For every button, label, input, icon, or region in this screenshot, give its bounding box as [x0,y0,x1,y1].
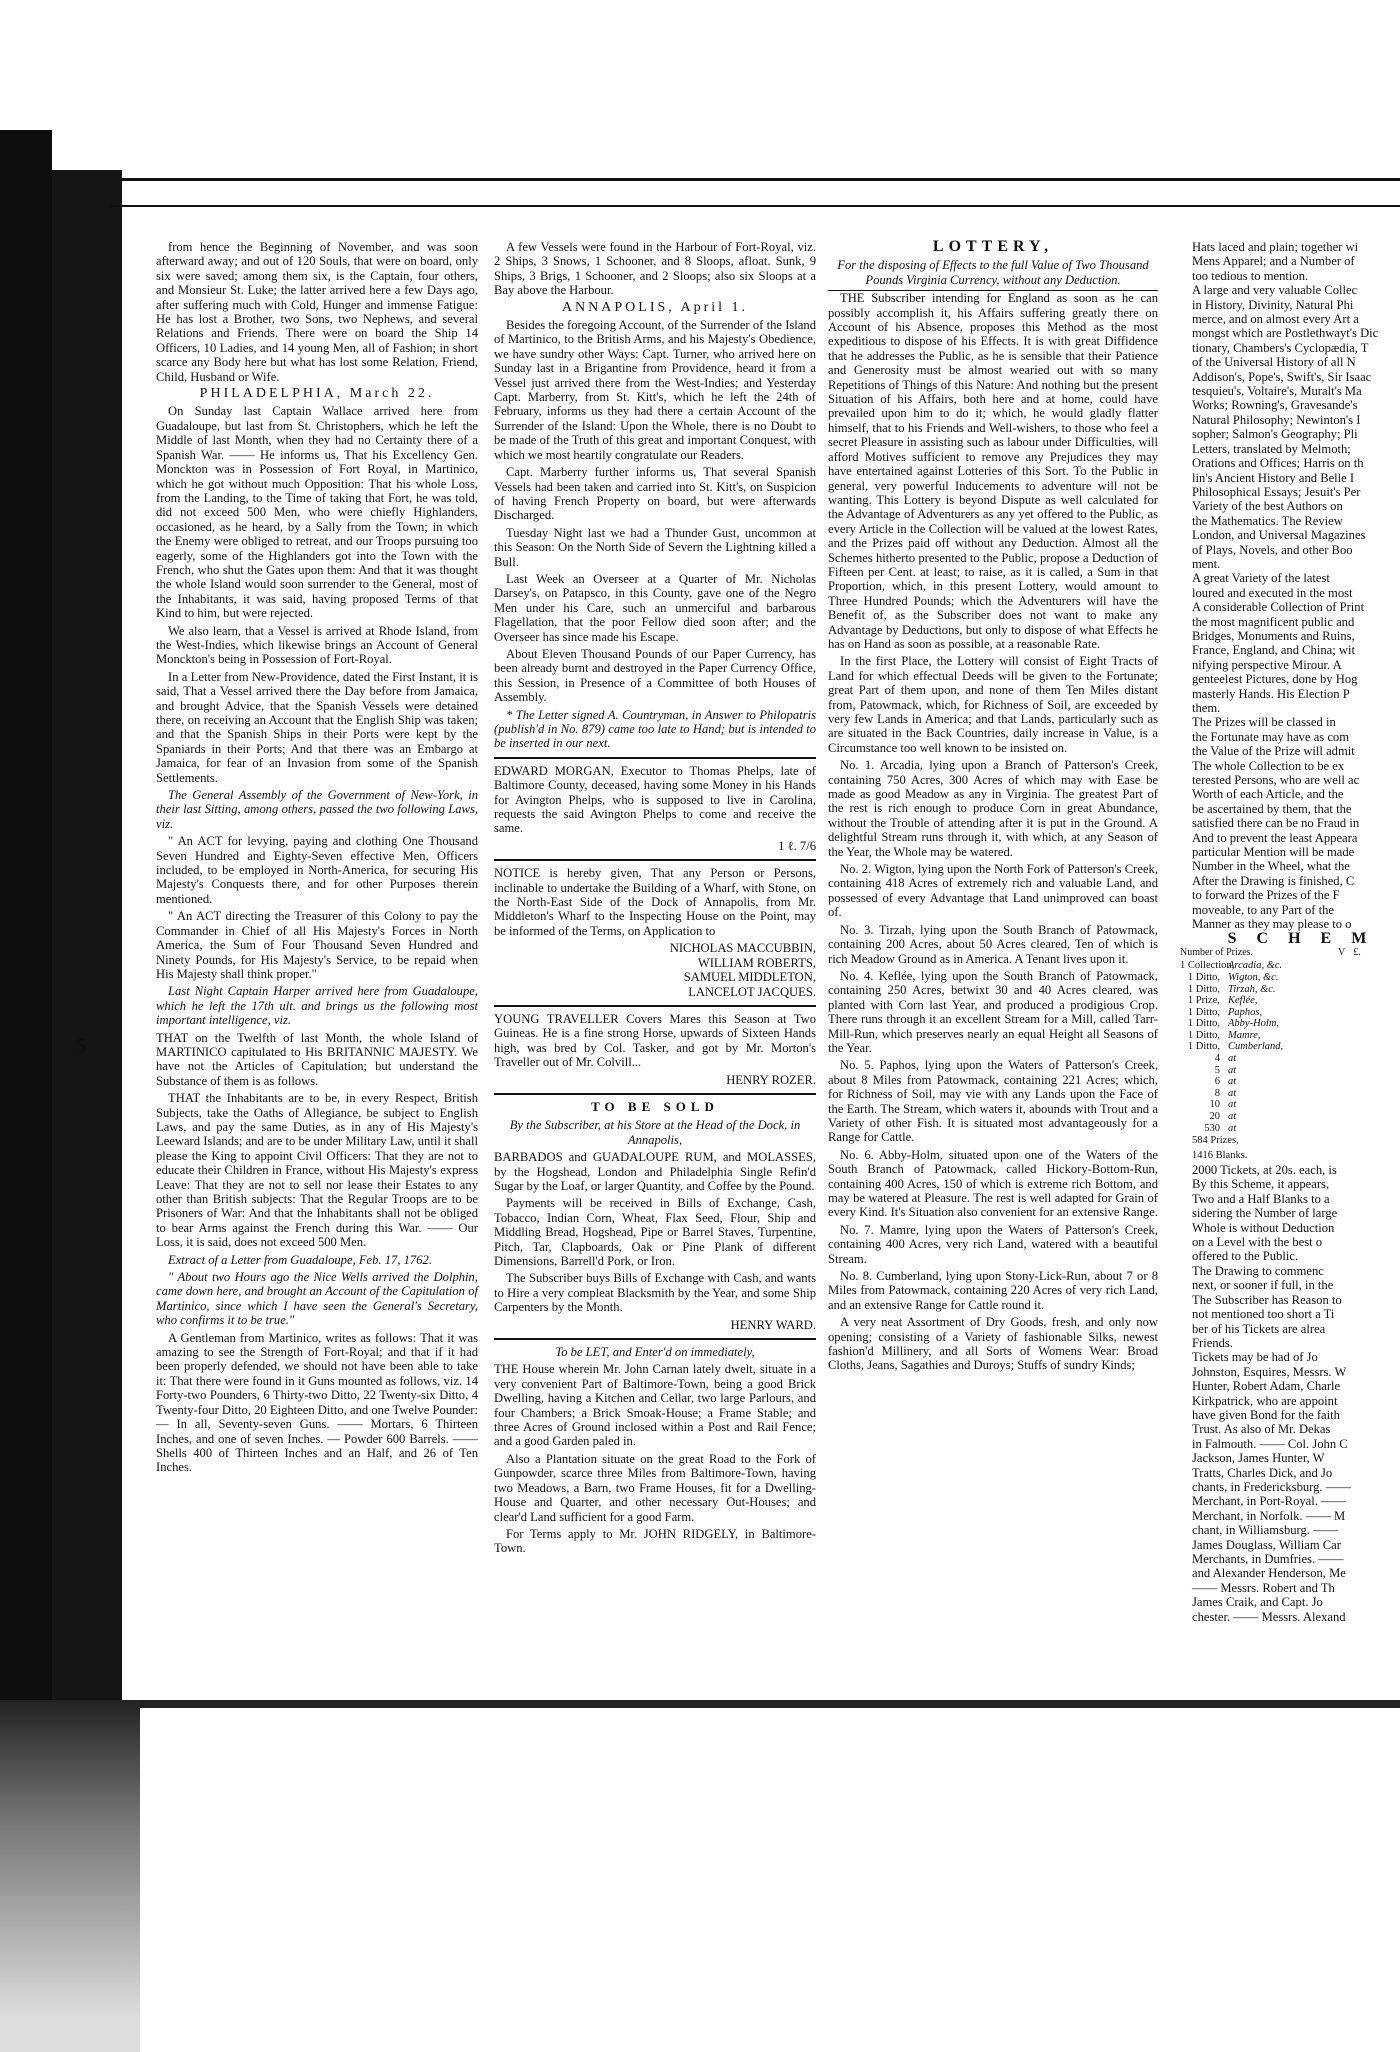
scheme-row [1180,984,1400,996]
signatory: HENRY WARD. [730,1317,816,1332]
ad-text: NOTICE is hereby given, That any Person or Persons, inclinable to undertake the Building of a Wharf, with Stone, on the North-East Side of the Dock of Annapolis, from Mr. Middleton's Wharf to the Inspecting House on the Point, may be informed of the Terms, on Application to [494,866,816,938]
col4-line: A considerable Collection of Print [1192,600,1365,615]
scheme-table [1180,960,1400,1134]
ad-text: EDWARD MORGAN, Executor to Thomas Phelps, late of Baltimore County, deceased, having some Money in his Hands for Avington Phelps, who is supposed to live in Carolina, requests the said Avington Phelps to come and receive the same. [494,763,816,836]
col4-line: Kirkpatrick, who are appoint [1192,1393,1338,1408]
col4-line: particular Mention will be made [1192,845,1355,860]
col4-line: the Fortunate may have as com [1192,729,1350,744]
col4-line: next, or sooner if full, in the [1192,1278,1334,1293]
signatory: WILLIAM ROBERTS, [697,955,816,970]
col4-line: James Douglass, William Car [1192,1537,1341,1552]
col4-line: Mens Apparel; and a Number of [1192,254,1355,269]
scheme-row [1180,1088,1400,1100]
col4-line: ment. [1192,556,1221,571]
scheme-count: 530 [1204,1122,1220,1134]
col4-line: Tickets may be had of Jo [1192,1350,1318,1365]
col4-line: By this Scheme, it appears, [1192,1177,1330,1192]
lottery-tract: No. 6. Abby-Holm, situated upon one of the Waters of the South Branch of Patowmack, called Hickory-Bottom-Run, containing 400 Acres, 150 of which is extreme rich Bottom, and may be watered at Pleasure. The rest is well adapted for Grain of every Kind. It's Situation also convenient for an extensive Range. [828,1147,1158,1220]
article-paragraph: The General Assembly of the Government of New-York, in their last Sitting, among others, passed the two following Laws, viz. [156,788,478,831]
col4-line: Merchant, in Port-Royal. —— [1192,1494,1347,1509]
scheme-row [1180,995,1400,1007]
column-1 [156,240,478,1478]
col4-line: and Alexander Henderson, Me [1192,1566,1346,1581]
ad-heading: TO BE SOLD [591,1098,719,1114]
col4-line: A large and very valuable Collec [1192,283,1358,298]
col4-line: Worth of each Article, and the [1192,787,1344,802]
scheme-count: 20 [1209,1111,1220,1123]
col4-line: 2000 Tickets, at 20s. each, is [1192,1163,1337,1178]
col4-line: Natural Philosophy; Newinton's I [1192,412,1361,427]
scheme-row [1180,1007,1400,1019]
col4-line: tesquieu's, Voltaire's, Muralt's Ma [1192,384,1362,399]
column-3 [828,240,1158,1376]
col4-line: not mentioned too short a Ti [1192,1307,1335,1322]
article-paragraph: Last Night Captain Harper arrived here from Guadaloupe, which he left the 17th ult. and brings us the following most important intelligence, viz. [156,984,478,1028]
scheme-col-header: V [1338,946,1346,958]
article-paragraph: " An ACT directing the Treasurer of this Colony to pay the Commander in Chief of all His Majesty's Forces in North America, the Sum of Four Thousand Seven Hundred and Ninety Pounds, for His Majesty's Service, to be repaid when His Majesty shall think proper." [156,909,478,981]
article-paragraph: In a Letter from New-Providence, dated the First Instant, it is said, That a Vessel arrived there the Day before from Jamaica, and brought Advice, that the Spanish Vessels were detained there, on receiving an Account that the English Ship was taken; and that the Spanish Ships in their Ports were kept by the Spaniards in their Ports; And that there was an Embargo at Jamaica, for fear of an Invasion from some of the Spanish Settlements. [156,669,478,785]
article-paragraph: " An ACT for levying, paying and clothing One Thousand Seven Hundred and Eighty-Seven effective Men, Officers included, to be employed in North-America, for securing His Majesty's Conquests there, and for other Purposes therein mentioned. [156,834,478,906]
col4-line: of the Universal History of all N [1192,355,1356,370]
advertisement-rum [494,1093,816,1332]
col4-line: Works; Rowning's, Gravesande's [1192,398,1358,413]
col4-line: The Subscriber has Reason to [1192,1292,1342,1307]
col4-continuation [1180,1163,1400,1624]
scheme-item: Wigton, &c. [1228,971,1279,983]
col4-line: Merchant, in Norfolk. —— M [1192,1508,1346,1523]
ad-text: Also a Plantation situate on the great Road to the Fork of Gunpowder, scarce three Miles from Baltimore-Town, having two Meadows, a Barn, two Frame Houses, fit for a Dwelling-House and Quarter, and other necessary Out-Houses; and clear'd Land sufficient for a good Farm. [494,1451,816,1524]
col4-line: too tedious to mention. [1192,268,1309,283]
col4-line: the Value of the Prize will admit [1192,744,1355,759]
editor-note: * The Letter signed A. Countryman, in Answer to Philopatris (publish'd in No. 879) came too late to Hand; but is intended to be inserted in our next. [494,707,816,751]
scheme-row [1180,1076,1400,1088]
scheme-row [1180,1030,1400,1042]
lottery-heading: LOTTERY, [932,238,1054,255]
col4-line: sidering the Number of large [1192,1206,1338,1221]
lottery-subheading: For the disposing of Effects to the full Value of Two Thousand Pounds Virginia Currency, without any Deduction. [837,258,1149,287]
col4-line: moveable, to any Part of the [1192,902,1334,917]
scheme-row [1180,1018,1400,1030]
dateline: PHILADELPHIA, March 22. [199,386,435,402]
lottery-paragraph: A very neat Assortment of Dry Goods, fresh, and only now opening; consisting of a Variety of fashionable Silks, newest fashion'd Millinery, and all Sorts of Womens Wear: Broad Cloths, Jeans, Sagathies and Duroys; Stuffs of sundry Kinds; [828,1315,1158,1373]
col4-line: loured and executed in the most [1192,585,1353,600]
col4-line: Jackson, James Hunter, W [1192,1451,1325,1466]
scheme-count: 1 Ditto, [1187,983,1220,995]
scheme-row [1180,1065,1400,1077]
scheme-count: 1 Ditto, [1187,1029,1220,1041]
article-paragraph: THAT the Inhabitants are to be, in every Respect, British Subjects, take the Oaths of Allegiance, be subject to English Laws, and pay the same Duties, as in any of His Majesty's Leeward Islands; and are to be under Military Law, until it shall please the King to appoint Civil Officers: That they are not to educate their Children in France, without His Majesty's express Leave: That they are not to sell nor lease their Estates to any other than British subjects: That the Regular Troops are to be Prisoners of War: And that the Inhabitants shall not be obliged to bear Arms against the French during this War. —— Our Loss, it is said, does not exceed 500 Men. [156,1091,478,1250]
col4-line: be ascertained by them, that the [1192,801,1352,816]
ad-heading: To be LET, and Enter'd on immediately, [555,1345,755,1360]
advertisement-wharf [494,859,816,999]
col4-line: in History, Divinity, Natural Phi [1192,297,1354,312]
scheme-item: Mamre, [1228,1029,1261,1041]
col4-line: Manner as they may please to o [1192,917,1352,932]
col4-line: the Mathematics. The Review [1192,513,1343,528]
scheme-row [1180,960,1400,972]
col4-line: Addison's, Pope's, Swift's, Sir Isaac [1192,369,1372,384]
dateline: ANNAPOLIS, April 1. [561,299,749,315]
page-top-rule [110,205,1400,207]
col4-line: chants, in Fredericksburg. —— [1192,1479,1351,1494]
ad-text: For Terms apply to Mr. JOHN RIDGELY, in Baltimore-Town. [494,1526,816,1556]
scheme-col-header: Number of Prizes. [1180,946,1254,958]
scheme-count: 6 [1214,1076,1220,1088]
col4-line: chant, in Williamsburg. —— [1192,1523,1339,1538]
scheme-count: 4 [1214,1053,1220,1065]
scheme-total: 1416 Blanks. [1192,1149,1248,1161]
scheme-count: 1 Ditto, [1187,1041,1220,1053]
advertisement-horse [494,1005,816,1087]
ad-text: The Subscriber buys Bills of Exchange with Cash, and wants to Hire a very compleat Blacksmith by the Year, and some Ship Carpenters by the Month. [494,1271,816,1315]
scheme-item: Paphos, [1228,1006,1263,1018]
col4-line: terested Persons, who are well ac [1192,773,1360,788]
col4-line: Variety of the best Authors on [1192,499,1343,514]
col4-line: lin's Ancient History and Belle I [1192,470,1355,485]
scheme-row [1180,972,1400,984]
col4-line: of Plays, Novels, and other Boo [1192,542,1353,557]
binding-lower [0,1700,140,2052]
article-paragraph: Capt. Marberry further informs us, That several Spanish Vessels had been taken and carried into St. Kitt's, on Suspicion of having French Property on board, but were afterwards Discharged. [494,465,816,523]
column-2 [494,240,816,1559]
scheme-item: at [1228,1053,1237,1065]
col4-line: Merchants, in Dumfries. —— [1192,1552,1344,1566]
col4-line: France, England, and China; wit [1192,643,1355,658]
lottery-tract: No. 7. Mamre, lying upon the Waters of Patterson's Creek, containing 400 Acres, very rich Land, watered with a beautiful Stream. [828,1222,1158,1266]
page-mark: 5 [76,1035,86,1057]
col4-line: After the Drawing is finished, C [1192,873,1355,888]
scheme-item: at [1228,1064,1237,1076]
ad-text: BARBADOS and GUADALOUPE RUM, and MOLASSES, by the Hogshead, London and Philadelphia Single Refin'd Sugar by the Loaf, or larger Quantity, and Coffee by the Pound. [494,1150,816,1193]
lottery-paragraph: In the first Place, the Lottery will consist of Eight Tracts of Land for which effectual Deeds will be given to the Fortunate; great Part of them upon, and none of them Ten Miles distant from, Patowmack, which, for Richness of Soil, are exceeded by very few Lands in America; and that Lands, particularly such as are situated in the Back Countries, daily increase in Value, is a Circumstance too well known to be insisted on. [828,654,1158,755]
scheme-col-header: £. [1353,946,1361,958]
lottery-tract: No. 5. Paphos, lying upon the Waters of Patterson's Creek, about 8 Miles from Patowmack, containing 221 Acres; which, for Richness of Soil, may vie with any Lands upon the Face of the Earth. The Stream, which waters it, abounds with Trout and a Variety of other Fish. It is situated most advantageously for a Range for Cattle. [828,1058,1158,1145]
col4-line: —— Messrs. Robert and Th [1192,1580,1335,1595]
col4-line: chester. —— Messrs. Alexand [1192,1609,1346,1624]
signatory: NICHOLAS MACCUBBIN, [669,941,816,956]
col4-line: offered to the Public. [1192,1249,1299,1264]
col4-line: A great Variety of the latest [1192,571,1330,586]
scheme-item: Keflée, [1228,995,1258,1007]
col4-line: Hats laced and plain; together wi [1192,240,1359,254]
signatory: SAMUEL MIDDLETON, [683,970,816,985]
col4-line: genteelest Pictures, done by Hog [1192,672,1358,687]
col4-line: Tratts, Charles Dick, and Jo [1192,1465,1333,1480]
scheme-row [1180,1041,1400,1053]
scheme-item: at [1228,1076,1237,1088]
scheme-count: 1 Prize, [1187,995,1220,1007]
scheme-row [1180,1053,1400,1065]
scheme-item: at [1228,1087,1237,1099]
col4-line: the most magnificent public and [1192,614,1355,629]
scheme-item: at [1228,1111,1237,1123]
col4-line: Bridges, Monuments and Ruins, [1192,628,1355,643]
scheme-row [1180,1111,1400,1123]
scheme-item: at [1228,1099,1237,1111]
article-paragraph: Besides the foregoing Account, of the Surrender of the Island of Martinico, to the British Arms, and his Majesty's Obedience, we have sundry other Ways: Capt. Turner, who arrived here on Sunday last in a Brigantine from Providence, heard it from a Vessel just arrived there from the West-Indies; and Yesterday Capt. Marberry, from St. Kitt's, which he left the 24th of February, informs us they had there a certain Account of the Surrender of the Island: Upon the Whole, there is no Doubt to be made of the Truth of this great and important Conquest, with which we most heartily congratulate our Readers. [494,318,816,462]
col4-line: The whole Collection to be ex [1192,758,1345,773]
col4-line: satisfied there can be no Fraud in [1192,816,1360,831]
col4-line: London, and Universal Magazines [1192,528,1366,543]
scheme-count: 5 [1214,1064,1220,1076]
col4-line: The Prizes will be classed in [1192,715,1336,730]
ad-text: Payments will be received in Bills of Exchange, Cash, Tobacco, Indian Corn, Wheat, Flax Seed, Flour, Ship and Middling Bread, Hogshead, Pipe or Barrel Staves, Turpentine, Pitch, Tar, Clapboards, Oak or Pine Plank of different Dimensions, Barrell'd Pork, or Iron. [494,1196,816,1268]
scheme-count: 1 Collection, [1180,960,1235,972]
col4-line: in Falmouth. —— Col. John C [1192,1436,1348,1451]
scheme-count: 1 Ditto, [1187,1018,1220,1030]
scheme-count: 1 Ditto, [1187,971,1220,983]
scheme-count: 1 Ditto, [1187,1006,1220,1018]
top-rule [120,178,1400,181]
col4-line: to forward the Prizes of the F [1192,888,1340,903]
ad-subheading: By the Subscriber, at his Store at the Head of the Dock, in Annapolis, [509,1118,801,1147]
col4-line: Whole is without Deduction [1192,1220,1335,1235]
scheme-item: Cumberland, [1228,1041,1284,1053]
col4-line: nifying perspective Mirour. A [1192,657,1342,672]
col4-line: sopher; Salmon's Geography; Pli [1192,427,1358,442]
binding-shadow [52,170,122,1710]
col4-line: Number in the Wheel, what the [1192,859,1350,874]
ad-text: THE House wherein Mr. John Carnan lately dwelt, situate in a very convenient Part of Baltimore-Town, being a good Brick Dwelling, having a Kitchen and Cellar, two large Parlours, and four Chambers; a Brick Smoak-House; a Frame Stable; and three Acres of Ground inclosed within a Post and Rail Fence; and a good Garden paled in. [494,1362,816,1449]
extract-heading: Extract of a Letter from Guadaloupe, Feb. 17, 1762. [168,1252,432,1267]
ad-text: YOUNG TRAVELLER Covers Mares this Season at Two Guineas. He is a fine strong Horse, upwards of Sixteen Hands high, was bred by Col. Tasker, and got by Mr. Morton's Traveller out of Mr. Colvill... [494,1011,816,1070]
signatory: HENRY ROZER. [726,1072,816,1087]
article-paragraph: Tuesday Night last we had a Thunder Gust, uncommon at this Season: On the North Side of Severn the Lightning killed a Bull. [494,525,816,569]
col4-line: And to prevent the least Appeara [1192,830,1358,845]
col4-line: Orations and Offices; Harris on th [1192,456,1364,471]
col4-line: Friends. [1192,1335,1233,1350]
col4-line: ber of his Tickets are alrea [1192,1321,1326,1336]
col4-line: Two and a Half Blanks to a [1192,1191,1330,1206]
scheme-heading: S C H E M [1227,929,1375,947]
scheme-row [1180,1123,1400,1135]
newspaper-page [156,210,1400,1690]
article-paragraph: Last Week an Overseer at a Quarter of Mr. Nicholas Darsey's, on Patapsco, in this County, gave one of the Negro Men under his Care, such an unmerciful and barbarous Flagellation, that the poor Fellow died soon after; and the Overseer has since made his Escape. [494,571,816,644]
lottery-tract: No. 2. Wigton, lying upon the North Fork of Patterson's Creek, containing 418 Acres of extremely rich and valuable Land, and possessed of every Advantage that Land unimproved can boast of. [828,862,1158,920]
col4-line: Hunter, Robert Adam, Charle [1192,1379,1341,1394]
col4-line: on a Level with the best o [1192,1235,1323,1250]
col4-line: masterly Hands. His Election P [1192,686,1350,701]
book-binding [0,130,52,1730]
scheme-header-row [1180,946,1400,960]
article-paragraph: A Gentleman from Martinico, writes as follows: That it was amazing to see the Strength of Fort-Royal; and that if it had been properly defended, we should not have been able to take it: That there were found in it Guns mounted as follows, viz. 14 Forty-two Pounders, 6 Thirty-two Ditto, 22 Twenty-six Ditto, 4 Twenty-four Ditto, 20 Eighteen Ditto, and one Twelve Pounder: — In all, Seventy-seven Guns. —— Mortars, 6 Thirteen Inches, and one of seven Inches. — Powder 600 Barrels. —— Shells 400 of Thirteen Inches and an Half, and 26 of Ten Inches. [156,1330,478,1475]
capitulation-lead: THAT on the Twelfth of last Month, the whole Island of MARTINICO capitulated to His BRITANNIC MAJESTY. We have not the Articles of Capitulation; but understand the Substance of them is as follows. [156,1030,478,1088]
lottery-tract: No. 3. Tirzah, lying upon the South Branch of Patowmack, containing 200 Acres, about 50 Acres cleared, Ten of which is rich Meadow Ground as in America. A Tenant lives upon it. [828,922,1158,966]
col4-line: The Drawing to commenc [1192,1263,1324,1278]
col4-line: Trust. As also of Mr. Dekas [1192,1422,1331,1437]
article-paragraph: We also learn, that a Vessel is arrived at Rhode Island, from the West-Indies, which likewise brings an Account of General Monckton's being in Possession of Fort-Royal. [156,623,478,667]
lottery-tract: No. 4. Keflée, lying upon the South Branch of Patowmack, containing 250 Acres, betwixt 30 and 40 Acres cleared, was planted with Corn last Year, and produced a prodigious Crop. There runs through it an excellent Stream for a Mill, called Tarr-Mill-Run, which preserves nearly an equal Height all Seasons of the Year. [828,968,1158,1055]
scheme-item: Arcadia, &c. [1228,960,1283,972]
col4-line: mongst which are Postlethwayt's Dic [1192,326,1379,341]
article-paragraph: " About two Hours ago the Nice Wells arrived the Dolphin, came down here, and brought an Account of the Capitulation of Martinico, since which I have seen the General's Secretary, who confirms it to be true." [156,1270,478,1328]
scheme-count: 8 [1214,1087,1220,1099]
article-paragraph: On Sunday last Captain Wallace arrived here from Guadaloupe, but last from St. Christophers, which he left the Middle of last Month, when they had no Certainty there of a Spanish War. —— He informs us, That his Excellency Gen. Monckton was in Possession of Fort Royal, in Martinico, which he got without much Opposition: That his whole Loss, from the Landing, to the Time of taking that Fort, he was told, did not exceed 500 Men, who were chiefly Highlanders, occasioned, as he heard, by a Sally from the Town; in which the Enemy were obliged to retreat, and our Troops pursuing too eagerly, some of the Highlanders got into the Town with the French, who shut the Gates upon them: And that it was thought the whole Island would soon surrender to the General, most of the Inhabitants, it was said, having proposed Terms of that Kind to him, but were rejected. [156,404,478,621]
article-paragraph: About Eleven Thousand Pounds of our Paper Currency, has been already burnt and destroyed in the Paper Currency Office, this Session, in Presence of a Committee of both Houses of Assembly. [494,646,816,705]
advertisement-morgan [494,757,816,853]
lottery-tract: No. 8. Cumberland, lying upon Stony-Lick-Run, about 7 or 8 Miles from Patowmack, containing 220 Acres of very rich Land, and an extensive Range for Cattle round it. [828,1269,1158,1312]
scheme-item: Abby-Holm, [1228,1018,1280,1030]
signatory: LANCELOT JACQUES. [688,984,816,999]
lottery-paragraph: THE Subscriber intending for England as soon as he can possibly accomplish it, his Affairs suffering greatly there on Account of his Absence, proposes this Method as the most expeditious to dispose of his Effects. It is with great Diffidence that he addresses the Public, as he is sensible that their Patience and Generosity must be almost wearied out with so many Repetitions of Things of this Nature: And nothing but the present Situation of his Affairs, both here and at home, could have prevailed upon him to do it; which, he would gladly flatter himself, that to his Friends and Well-wishers, to those who feel a secret Pleasure in assisting such as labour under Difficulties, will afford Motives sufficient to remove any Prejudices they may have entertained against Lotteries of this Sort. To the Public in general, very powerful Inducements to adventure will not be wanting. This Lottery is beyond Dispute as well calculated for the Advantage of Adventurers as any yet offered to the Public, as every Article in the Collection will be valued at the lowest Rates, and the Prizes paid off without any Deduction. Almost all the Schemes hitherto presented to the Public, propose a Deduction of Fifteen per Cent. at least; to raise, as it is called, a Sum in that Proportion, which, in this present Lottery, would amount to Three Hundred Pounds; which the Adventurers will have the Benefit of, as the Subscriber does not want to make any Advantage by Deductions, but only to dispose of what Effects he has on Hand as soon as possible, at a reasonable Rate. [828,291,1158,651]
col4-line: merce, and on almost every Art a [1192,312,1359,327]
bottom-shadow [120,1700,1400,1708]
scheme-row [1180,1099,1400,1111]
lottery-tract: No. 1. Arcadia, lying upon a Branch of Patterson's Creek, containing 750 Acres, 300 Acres of which may with Ease be made as good Meadow as any in Virginia. The greatest Part of the rest is rich enough to produce Corn in great Abundance, without the Trouble of attending after it is put in the Ground. A delightful Stream runs through it, with which, at any Season of the Year, the Whole may be watered. [828,758,1158,859]
col4-line: Philosophical Essays; Jesuit's Per [1192,484,1361,499]
article-paragraph: A few Vessels were found in the Harbour of Fort-Royal, viz. 2 Ships, 3 Snows, 1 Schooner, and 8 Sloops, afloat. Sunk, 9 Ships, 3 Brigs, 1 Schooner, and 2 Sloops; also six Sloops at a Bay above the Harbour. [494,240,816,298]
col4-line: Johnston, Esquires, Messrs. W [1192,1364,1347,1379]
column-4-cropped [1180,240,1400,1624]
col4-line: them. [1192,701,1221,715]
col4-line: Letters, translated by Melmoth; [1192,441,1351,456]
advertisement-house [494,1338,816,1556]
col4-line: have given Bond for the faith [1192,1407,1340,1422]
handwritten-note: 1 ℓ. 7/6 [778,838,816,853]
scheme-item: Tirzah, &c. [1228,983,1276,995]
col4-line: tionary, Chambers's Cyclopædia, T [1192,340,1369,355]
scheme-count: 10 [1209,1099,1220,1111]
scheme-total: 584 Prizes, [1192,1135,1239,1147]
article-paragraph: from hence the Beginning of November, and was soon afterward away; and out of 120 Souls, that were on board, only six were saved; among them six, is the Captain, four others, and Monsieur St. Luke; the latter arrived here a few Days ago, after suffering much with Cold, Hunger and immense Fatigue: He has lost a Brother, two Sons, two Nephews, and several Relations and Friends. There were on board the Ship 14 Officers, 10 Ladies, and 14 young Men, all of Fashion; in short scarce any Body here but what has lost some Relation, Friend, Child, Husband or Wife. [156,240,478,384]
scheme-item: at [1228,1122,1237,1134]
col4-line: James Craik, and Capt. Jo [1192,1595,1323,1610]
